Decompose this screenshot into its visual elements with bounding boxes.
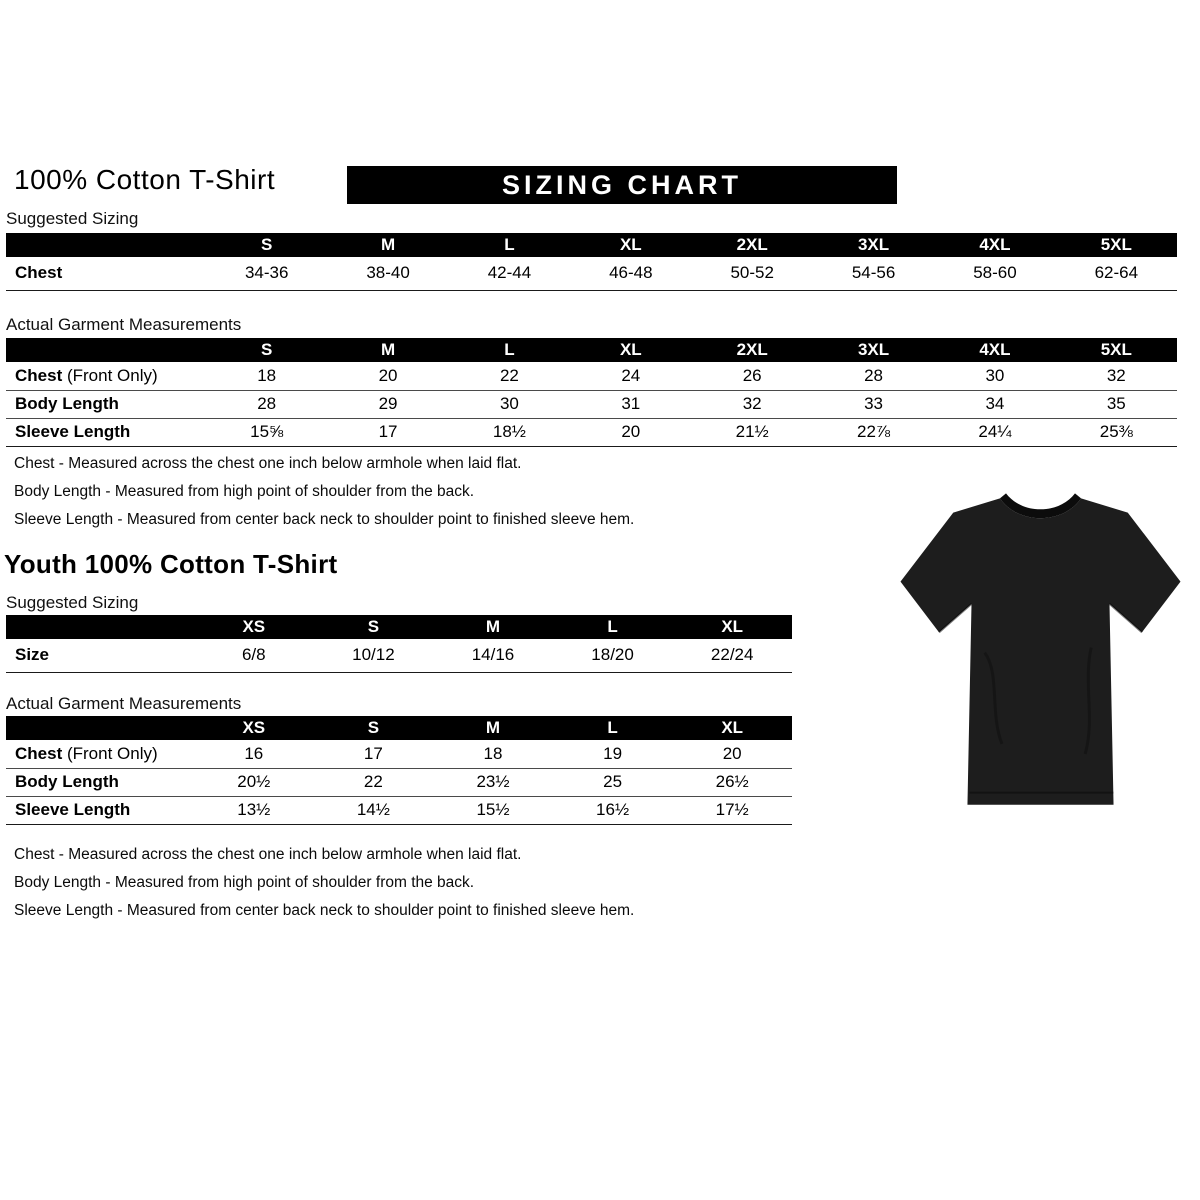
- measurement-value: 30: [985, 365, 1005, 385]
- measurement-value: 22⅞: [857, 422, 891, 441]
- size-column-header: XS: [194, 615, 314, 639]
- adult-suggested-sizing-table: [6, 233, 1177, 291]
- youth-measurement-notes: [14, 841, 634, 925]
- measurement-value: 35: [1106, 394, 1126, 413]
- size-column-header: L: [449, 233, 570, 257]
- measurement-row: [6, 418, 1177, 446]
- row-label: Chest (Front Only): [15, 743, 158, 763]
- note-chest: Chest - Measured across the chest one inch below armhole when laid flat.: [14, 455, 522, 472]
- size-column-header: L: [553, 615, 673, 639]
- size-column-header: XL: [672, 615, 792, 639]
- youth-actual-measurements-label: Actual Garment Measurements: [6, 694, 242, 713]
- measurement-value: 16: [244, 743, 264, 763]
- size-column-header: S: [314, 615, 434, 639]
- size-column-header: M: [433, 716, 553, 740]
- measurement-row: [6, 257, 1177, 290]
- row-label: Size: [15, 645, 50, 665]
- adult-measurement-notes: [14, 450, 634, 534]
- youth-section-title: Youth 100% Cotton T-Shirt: [4, 549, 338, 579]
- note-sleeve-length: Sleeve Length - Measured from center back neck to shoulder point to finished sleeve hem.: [14, 902, 635, 919]
- tshirt-silhouette: [901, 498, 1181, 804]
- size-column-header: M: [433, 615, 553, 639]
- size-column-header: S: [206, 338, 327, 362]
- row-label: Chest (Front Only): [15, 365, 158, 385]
- header-spacer-cell: [6, 233, 206, 257]
- size-column-header: 4XL: [934, 338, 1055, 362]
- header-spacer-cell: [6, 338, 206, 362]
- size-header-row: [6, 615, 792, 639]
- note-body-length: Body Length - Measured from high point of shoulder from the back.: [14, 483, 475, 500]
- size-column-header: XL: [570, 233, 691, 257]
- measurement-value: 22: [363, 772, 383, 791]
- measurement-value: 14½: [356, 800, 390, 819]
- measurement-value: 22: [499, 365, 519, 385]
- sizing-chart-banner: SIZING CHART: [347, 166, 897, 204]
- size-column-header: 2XL: [692, 338, 813, 362]
- measurement-value: 22/24: [710, 645, 754, 665]
- measurement-row: [6, 639, 792, 672]
- measurement-value: 42-44: [487, 263, 532, 283]
- size-column-header: 5XL: [1056, 233, 1177, 257]
- measurement-value: 25: [603, 772, 623, 791]
- measurement-value: 29: [378, 394, 398, 413]
- note-sleeve-length: Sleeve Length - Measured from center back neck to shoulder point to finished sleeve hem.: [14, 511, 635, 528]
- measurement-value: 17½: [715, 800, 749, 819]
- adult-actual-measurements-label: Actual Garment Measurements: [6, 315, 242, 334]
- size-column-header: 3XL: [813, 338, 934, 362]
- measurement-value: 17: [378, 422, 398, 441]
- measurement-value: 31: [621, 394, 641, 413]
- size-column-header: L: [449, 338, 570, 362]
- measurement-row: [6, 740, 792, 768]
- measurement-value: 20: [621, 422, 641, 441]
- measurement-value: 19: [603, 743, 623, 763]
- measurement-value: 15⅝: [250, 422, 284, 441]
- size-column-header: XS: [194, 716, 314, 740]
- measurement-value: 14/16: [471, 645, 515, 665]
- measurement-value: 28: [257, 394, 277, 413]
- measurement-value: 6/8: [241, 645, 266, 665]
- measurement-value: 20: [378, 365, 398, 385]
- measurement-row: [6, 768, 792, 796]
- youth-suggested-sizing-label: Suggested Sizing: [6, 593, 139, 612]
- measurement-value: 28: [864, 365, 884, 385]
- measurement-value: 15½: [476, 800, 510, 819]
- size-header-row: [6, 716, 792, 740]
- size-column-header: 5XL: [1056, 338, 1177, 362]
- measurement-value: 10/12: [352, 645, 395, 665]
- measurement-row: [6, 390, 1177, 418]
- size-column-header: 3XL: [813, 233, 934, 257]
- measurement-row: [6, 362, 1177, 390]
- size-column-header: XL: [570, 338, 691, 362]
- measurement-row: [6, 796, 792, 824]
- measurement-value: 16½: [596, 800, 630, 819]
- note-body-length: Body Length - Measured from high point of shoulder from the back.: [14, 874, 475, 891]
- measurement-value: 17: [363, 743, 383, 763]
- page-title: 100% Cotton T-Shirt: [14, 164, 276, 195]
- measurement-value: 18½: [492, 422, 526, 441]
- size-column-header: L: [553, 716, 673, 740]
- measurement-value: 24¼: [978, 422, 1012, 441]
- measurement-value: 13½: [237, 800, 271, 819]
- measurement-value: 25⅜: [1099, 422, 1133, 441]
- measurement-value: 58-60: [973, 263, 1017, 283]
- note-chest: Chest - Measured across the chest one inch below armhole when laid flat.: [14, 846, 522, 863]
- measurement-value: 18: [257, 365, 277, 385]
- size-column-header: S: [206, 233, 327, 257]
- youth-garment-measurements-table: [6, 716, 792, 825]
- measurement-value: 18: [483, 743, 503, 763]
- size-column-header: S: [314, 716, 434, 740]
- measurement-value: 23½: [476, 772, 510, 791]
- measurement-value: 21½: [735, 422, 769, 441]
- measurement-value: 26½: [715, 772, 749, 791]
- size-column-header: M: [327, 233, 448, 257]
- measurement-value: 46-48: [609, 263, 653, 283]
- measurement-value: 38-40: [366, 263, 410, 283]
- youth-suggested-sizing-table: [6, 615, 792, 673]
- measurement-value: 32: [1106, 365, 1126, 385]
- row-label: Sleeve Length: [15, 422, 131, 441]
- black-tshirt-image: [888, 470, 1193, 820]
- measurement-value: 20½: [237, 772, 271, 791]
- adult-suggested-sizing-label: Suggested Sizing: [6, 209, 139, 228]
- measurement-value: 50-52: [730, 263, 774, 283]
- row-label: Chest: [15, 263, 63, 283]
- size-column-header: M: [327, 338, 448, 362]
- adult-garment-measurements-table: [6, 338, 1177, 447]
- size-header-row: [6, 233, 1177, 257]
- measurement-value: 54-56: [851, 263, 896, 283]
- measurement-value: 20: [722, 743, 742, 763]
- size-column-header: XL: [672, 716, 792, 740]
- header-spacer-cell: [6, 615, 194, 639]
- measurement-value: 62-64: [1094, 263, 1139, 283]
- row-label: Body Length: [15, 772, 119, 791]
- measurement-value: 34-36: [244, 263, 289, 283]
- tshirt-graphic: [888, 470, 1193, 820]
- measurement-value: 34: [985, 394, 1005, 413]
- row-label: Sleeve Length: [15, 800, 131, 819]
- measurement-value: 18/20: [591, 645, 634, 665]
- header-spacer-cell: [6, 716, 194, 740]
- row-label: Body Length: [15, 394, 119, 413]
- measurement-value: 26: [742, 365, 762, 385]
- measurement-value: 33: [864, 394, 884, 413]
- size-column-header: 2XL: [692, 233, 813, 257]
- size-column-header: 4XL: [934, 233, 1055, 257]
- size-header-row: [6, 338, 1177, 362]
- measurement-value: 30: [499, 394, 519, 413]
- measurement-value: 24: [621, 365, 641, 385]
- measurement-value: 32: [742, 394, 762, 413]
